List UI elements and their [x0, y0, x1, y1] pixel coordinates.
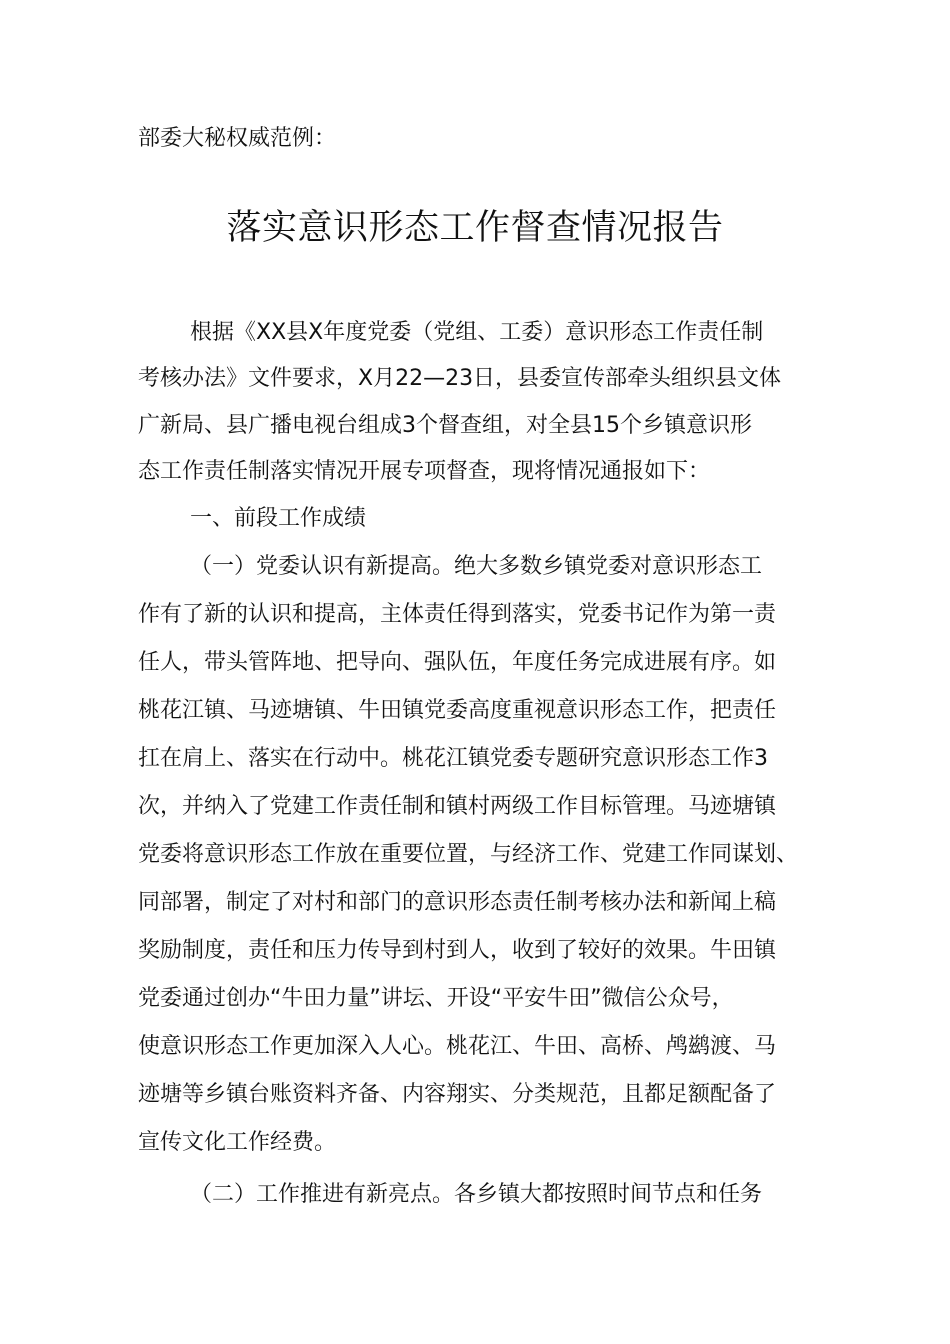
paragraph-line: （二）工作推进有新亮点。各乡镇大都按照时间节点和任务: [190, 1182, 763, 1207]
paragraph-line: 党委通过创办“牛田力量”讲坛、开设“平安牛田”微信公众号，: [138, 986, 734, 1011]
paragraph-line: （一）党委认识有新提高。绝大多数乡镇党委对意识形态工: [190, 554, 763, 579]
section-heading: 一、前段工作成绩: [190, 506, 367, 531]
header-note: 部委大秘权威范例：: [138, 126, 337, 151]
paragraph-line: 根据《XX县X年度党委（党组、工委）意识形态工作责任制: [190, 320, 764, 345]
paragraph-line: 宣传文化工作经费。: [138, 1130, 337, 1155]
paragraph-line: 使意识形态工作更加深入人心。桃花江、牛田、高桥、鸬鹚渡、马: [138, 1034, 777, 1059]
document-title: 落实意识形态工作督查情况报告: [226, 208, 724, 248]
paragraph-line: 桃花江镇、马迹塘镇、牛田镇党委高度重视意识形态工作，把责任: [138, 698, 777, 723]
paragraph-line: 次，并纳入了党建工作责任制和镇村两级工作目标管理。马迹塘镇: [138, 794, 777, 819]
paragraph-line: 迹塘等乡镇台账资料齐备、内容翔实、分类规范，且都足额配备了: [138, 1082, 777, 1107]
paragraph-line: 党委将意识形态工作放在重要位置，与经济工作、党建工作同谋划、: [138, 842, 799, 867]
paragraph-line: 扛在肩上、落实在行动中。桃花江镇党委专题研究意识形态工作3: [138, 746, 768, 771]
paragraph-line: 作有了新的认识和提高，主体责任得到落实，党委书记作为第一责: [138, 602, 777, 627]
paragraph-line: 奖励制度，责任和压力传导到村到人，收到了较好的效果。牛田镇: [138, 938, 777, 963]
paragraph-line: 态工作责任制落实情况开展专项督查，现将情况通报如下：: [138, 459, 711, 484]
paragraph-line: 考核办法》文件要求，X月22—23日，县委宣传部牵头组织县文体: [138, 366, 782, 391]
paragraph-line: 任人，带头管阵地、把导向、强队伍，年度任务完成进展有序。如: [138, 650, 777, 675]
paragraph-line: 同部署，制定了对村和部门的意识形态责任制考核办法和新闻上稿: [138, 890, 777, 915]
paragraph-line: 广新局、县广播电视台组成3个督查组，对全县15个乡镇意识形: [138, 413, 752, 438]
